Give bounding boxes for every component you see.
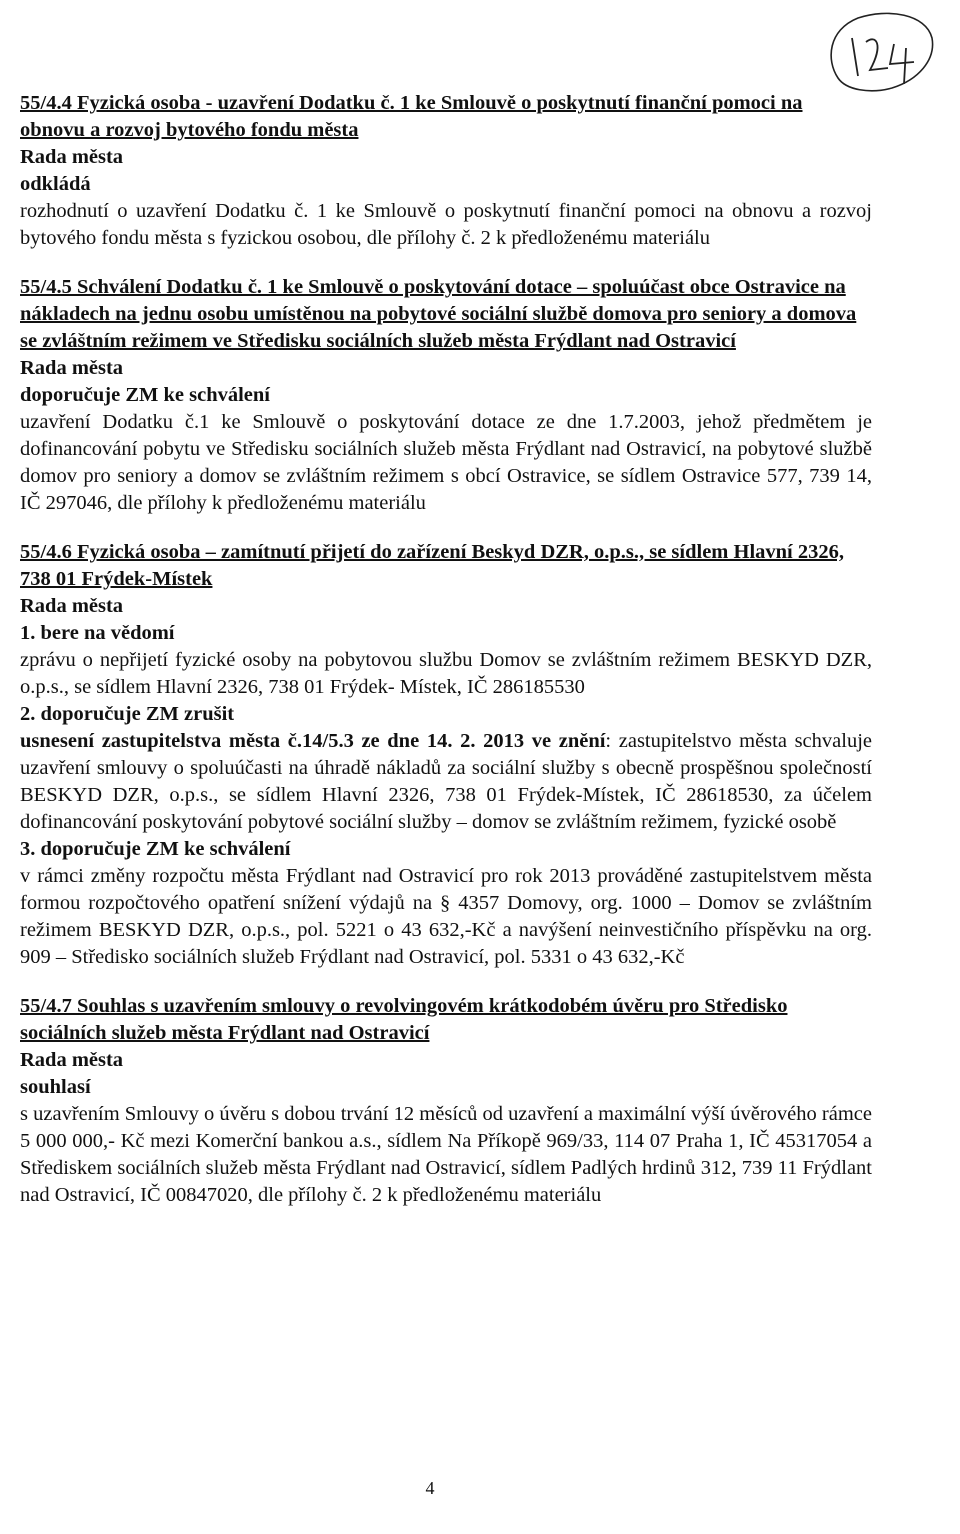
point-2-text: : zastupitelstvo města schvaluje uzavření smlouvy o spoluúčasti na úhradě nákladů za sociální služby s obecně prospěšnou společností BESKYD DZR, o.p.s., se sídlem Hlavní 2326, 738 01 Frýdek-Místek, IČ 28618530, za účelem dofinancování poskytování pobytové sociální služby – domov se zvláštním režimem, fyzické osobě <box>20 730 872 833</box>
authority-label: Rada města <box>20 595 124 617</box>
point-3-label: 3. doporučuje ZM ke schválení <box>20 838 291 860</box>
point-2-lead: usnesení zastupitelstva města č.14/5.3 ze dne 14. 2. 2013 ve znění <box>20 730 606 752</box>
point-1-label: 1. bere na vědomí <box>20 622 175 644</box>
resolution-heading-55-4-4: 55/4.4 Fyzická osoba - uzavření Dodatku č. 1 ke Smlouvě o poskytnutí finanční pomoci na obnovu a rozvoj bytového fondu města <box>20 92 803 141</box>
resolution-heading-55-4-7: 55/4.7 Souhlas s uzavřením smlouvy o revolvingovém krátkodobém úvěru pro Středisko sociálních služeb města Frýdlant nad Ostravicí <box>20 995 788 1044</box>
verdict-label: doporučuje ZM ke schválení <box>20 384 270 406</box>
authority-label: Rada města <box>20 1049 124 1071</box>
point-3-text: v rámci změny rozpočtu města Frýdlant nad Ostravicí pro rok 2013 prováděné zastupitelstvem města formou rozpočtového opatření snížení výdajů na § 4357 Domovy, org. 1000 – Domov se zvláštním režimem BESKYD DZR, o.p.s., pol. 5221 o 43 632,-Kč a navýšení neinvestičního příspěvku na org. 909 – Středisko sociálních služeb Frýdlant nad Ostravicí, pol. 5331 o 43 632,-Kč <box>20 865 872 968</box>
resolution-heading-55-4-5: 55/4.5 Schválení Dodatku č. 1 ke Smlouvě o poskytování dotace – spoluúčast obce Ostravice na nákladech na jednu osobu umístěnou na pobytové sociální službě domova pro seniory a domova se zvláštním režimem ve Středisku sociálních služeb města Frýdlant nad Ostravicí <box>20 276 857 352</box>
resolution-text: rozhodnutí o uzavření Dodatku č. 1 ke Smlouvě o poskytnutí finanční pomoci na obnovu a rozvoj bytového fondu města s fyzickou osobou, dle přílohy č. 2 k předloženému materiálu <box>20 200 872 249</box>
point-2-label: 2. doporučuje ZM zrušit <box>20 703 235 725</box>
authority-label: Rada města <box>20 357 124 379</box>
resolution-text: uzavření Dodatku č.1 ke Smlouvě o poskytování dotace ze dne 1.7.2003, jehož předmětem je dofinancování pobytu ve Středisku sociálních služeb města Frýdlant nad Ostravicí, na pobytové službě domov pro seniory a domov se zvláštním režimem s obcí Ostravice, se sídlem Ostravice 577, 739 14, IČ 297046, dle přílohy k předloženému materiálu <box>20 411 872 514</box>
resolution-text: s uzavřením Smlouvy o úvěru s dobou trvání 12 měsíců od uzavření a maximální výší úvěrového rámce 5 000 000,- Kč mezi Komerční bankou a.s., sídlem Na Příkopě 969/33, 114 07 Praha 1, IČ 45317054 a Střediskem sociálních služeb města Frýdlant nad Ostravicí, sídlem Padlých hrdinů 312, 739 11 Frýdlant nad Ostravicí, IČ 00847020, dle přílohy č. 2 k předloženému materiálu <box>20 1103 872 1206</box>
point-1-text: zprávu o nepřijetí fyzické osoby na pobytovou službu Domov se zvláštním režimem BESKYD DZR, o.p.s., se sídlem Hlavní 2326, 738 01 Frýdek- Místek, IČ 286185530 <box>20 649 872 698</box>
page-number: 4 <box>425 1478 435 1498</box>
authority-label: Rada města <box>20 146 124 168</box>
point-2-paragraph <box>20 728 872 836</box>
verdict-label: odkládá <box>20 173 91 195</box>
verdict-label: souhlasí <box>20 1076 91 1098</box>
handwritten-page-number-stamp <box>818 8 936 94</box>
resolutions-body <box>20 90 872 1209</box>
resolution-heading-55-4-6: 55/4.6 Fyzická osoba – zamítnutí přijetí do zařízení Beskyd DZR, o.p.s., se sídlem Hlavní 2326, 738 01 Frýdek-Místek <box>20 541 844 590</box>
